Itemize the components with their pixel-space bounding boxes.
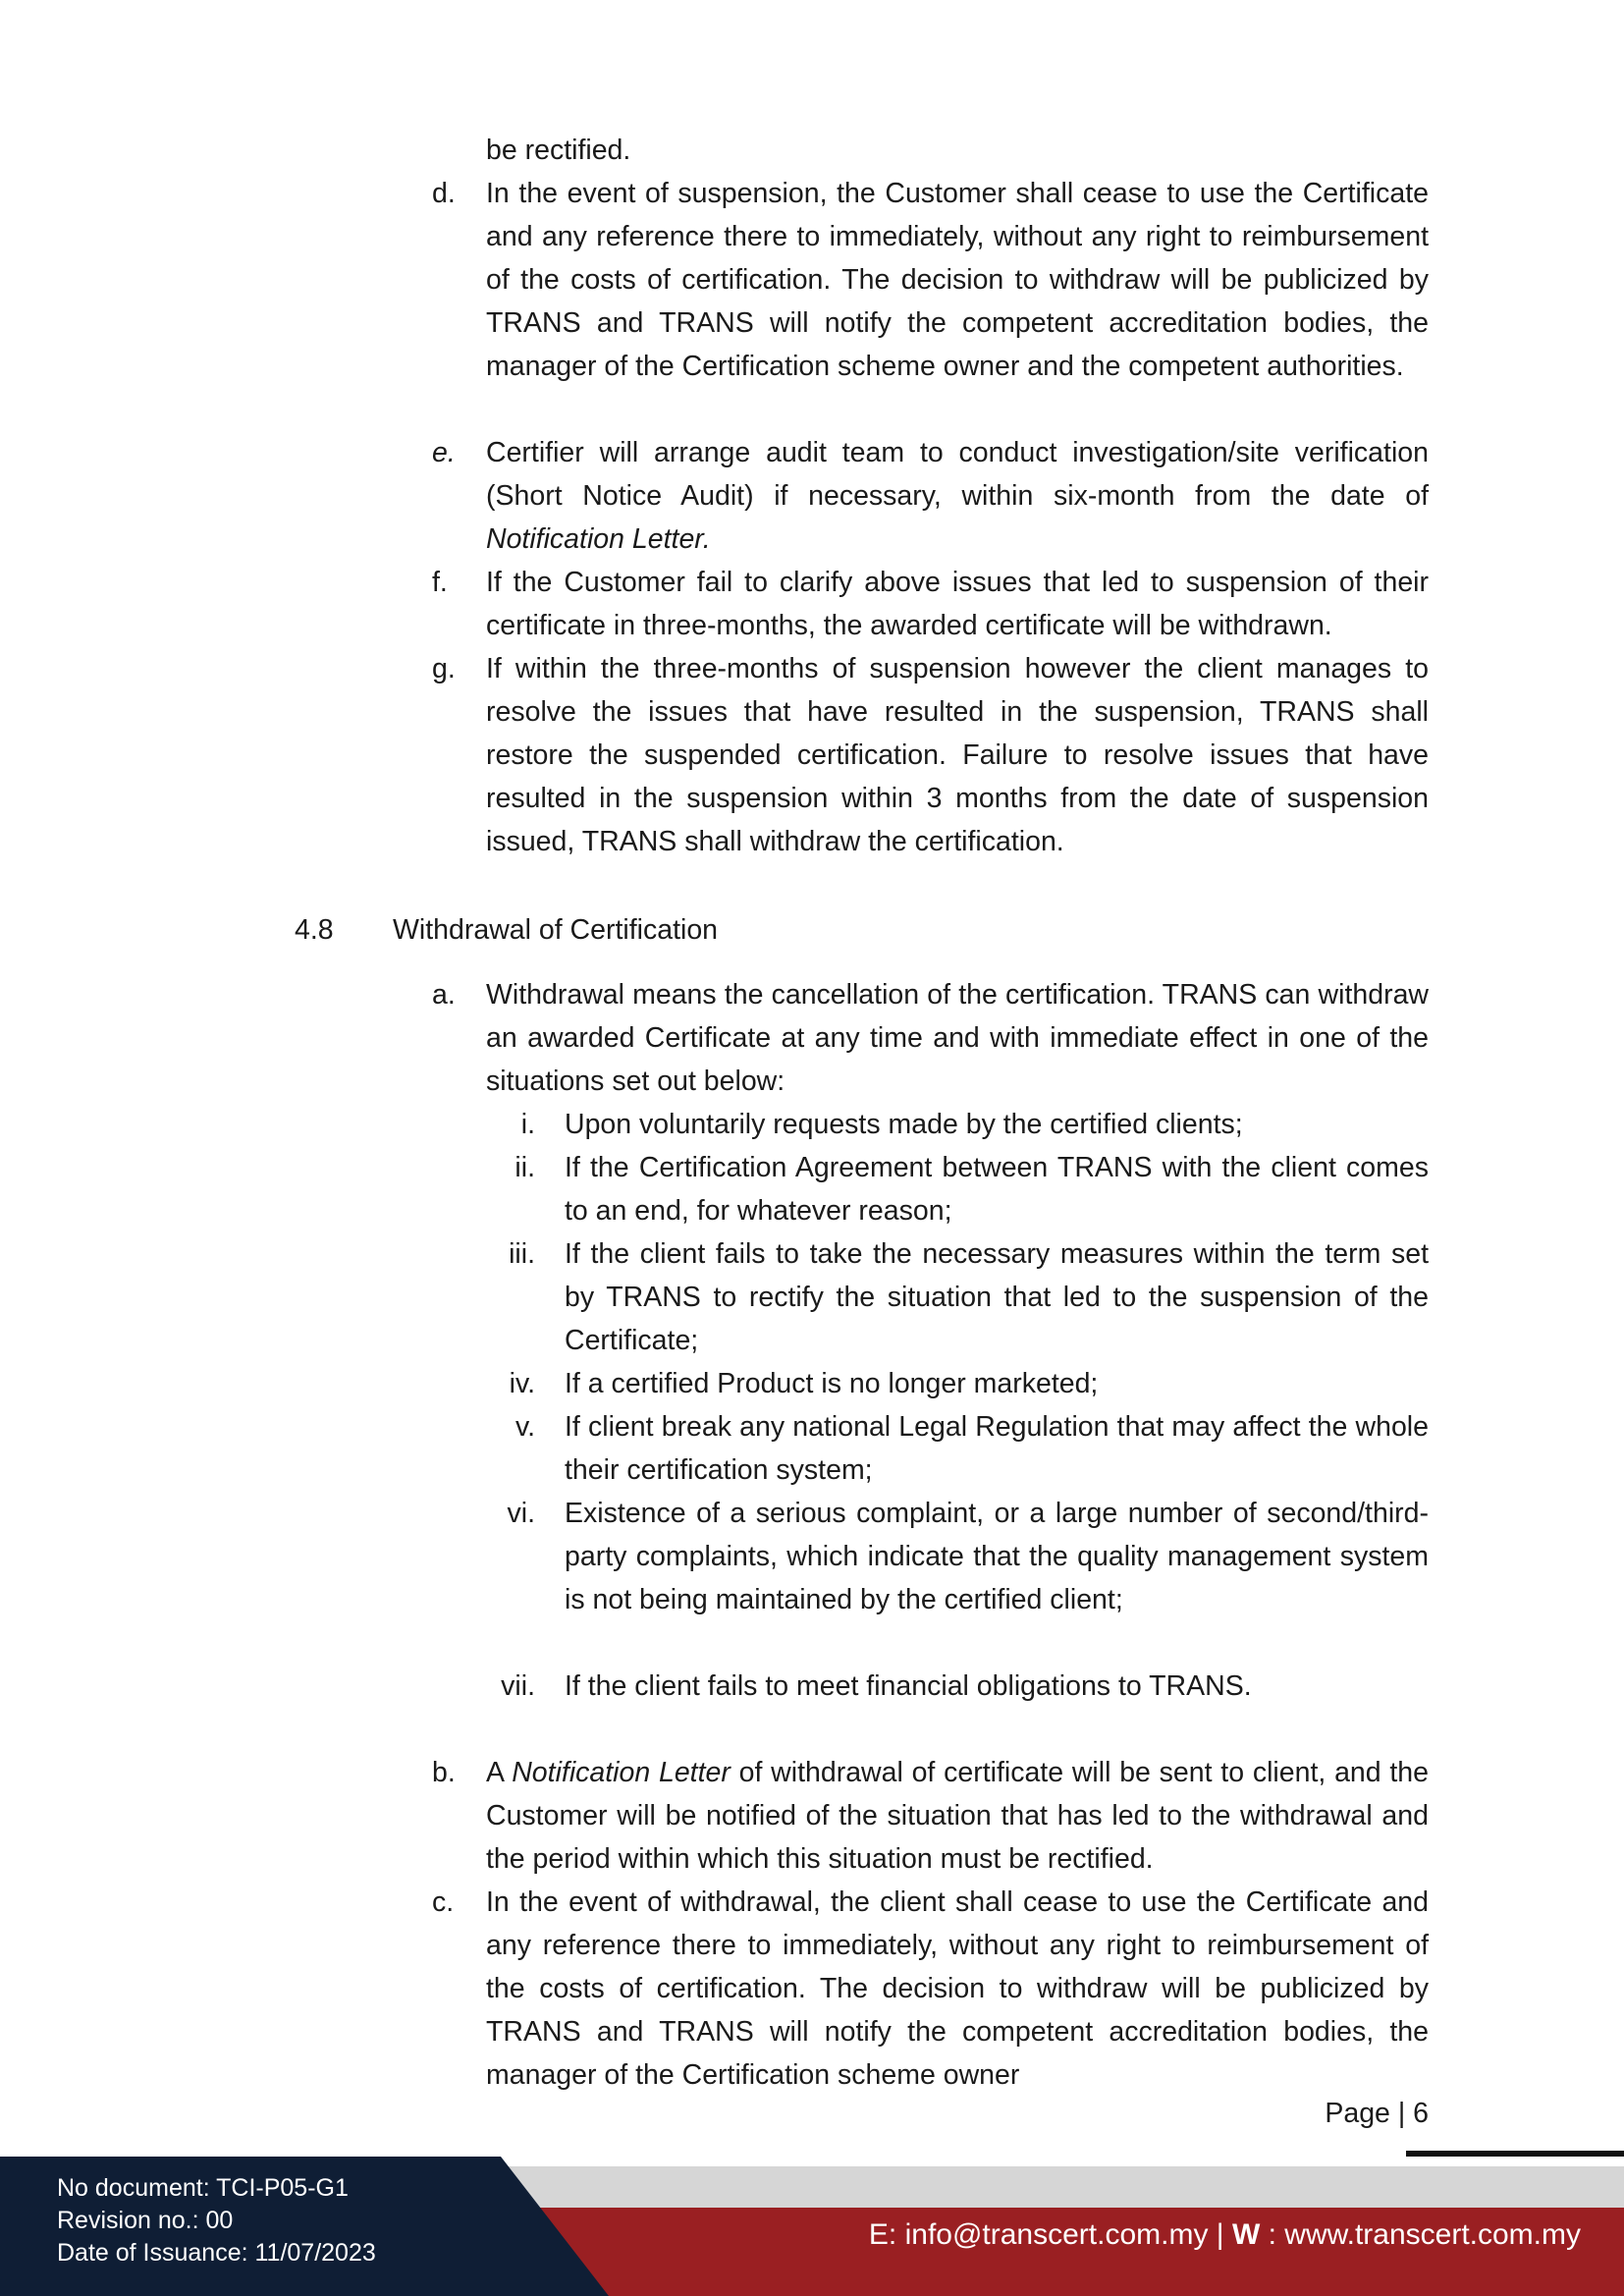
sub-label: ii. <box>514 1152 535 1183</box>
web-separator: : <box>1260 2218 1285 2251</box>
sub-label: iii. <box>509 1238 535 1270</box>
website-link[interactable]: www.transcert.com.my <box>1284 2218 1581 2251</box>
web-label: W <box>1231 2218 1261 2251</box>
list-text-plain: A <box>486 1757 513 1788</box>
list-text: If the Customer fail to clarify above issues that led to suspension of their certificate in three-months, the awarded certificate will be withdrawn. <box>486 567 1429 641</box>
sub-text: Existence of a serious complaint, or a large number of second/third-party complaints, which indicate that the quality management system is not being maintained by the certified client; <box>565 1498 1429 1615</box>
continued-text: be rectified. <box>486 135 631 166</box>
list-text: In the event of withdrawal, the client shall cease to use the Certificate and any reference there to immediately, without any right to reimbursement of the costs of certification. The decision to withdraw will be publicized by TRANS and TRANS will notify the competent accreditation bodies, the manager of the Certification scheme owner <box>486 1886 1429 2091</box>
sub-label: iv. <box>509 1368 535 1399</box>
list-label: e. <box>432 437 456 468</box>
list-text <box>486 431 1429 561</box>
email-link[interactable]: info@transcert.com.my <box>904 2218 1209 2251</box>
contact-separator: | <box>1208 2218 1232 2251</box>
list-label: b. <box>432 1757 456 1788</box>
sub-text: If the client fails to meet financial obligations to TRANS. <box>565 1670 1252 1702</box>
list-text <box>486 1751 1429 1881</box>
footer-rule <box>1406 2151 1624 2157</box>
list-text: Withdrawal means the cancellation of the certification. TRANS can withdraw an awarded Certificate at any time and with immediate effect in one of the situations set out below: <box>486 979 1429 1097</box>
list-label: a. <box>432 979 456 1011</box>
list-text-plain: of withdrawal of certificate will be sent to client, and the Customer will be notified of the situation that has led to the withdrawal and the period within which this situation must be rectified. <box>486 1757 1430 1875</box>
list-text: In the event of suspension, the Customer shall cease to use the Certificate and any reference there to immediately, without any right to reimbursement of the costs of certification. The decision to withdraw will be publicized by TRANS and TRANS will notify the competent accreditation bodies, the manager of the Certification scheme owner and the competent authorities. <box>486 178 1429 382</box>
section-number: 4.8 <box>295 914 334 946</box>
issuance-date: Date of Issuance: 11/07/2023 <box>57 2239 376 2267</box>
revision-number: Revision no.: 00 <box>57 2207 234 2234</box>
sub-label: vi. <box>507 1498 535 1529</box>
sub-label: vii. <box>501 1670 535 1702</box>
list-label: g. <box>432 653 456 684</box>
sub-text: Upon voluntarily requests made by the certified clients; <box>565 1109 1243 1140</box>
document-info <box>57 2172 376 2269</box>
email-label: E: <box>868 2218 905 2251</box>
page-number: Page | 6 <box>1325 2098 1429 2129</box>
sub-label: i. <box>520 1109 535 1140</box>
list-text-plain: Certifier will arrange audit team to conduct investigation/site verification (Short Notice Audit) if necessary, within six-month from the date of <box>486 437 1429 512</box>
footer-contact <box>869 2215 1581 2255</box>
sub-label: v. <box>514 1411 535 1443</box>
sub-text: If the client fails to take the necessary measures within the term set by TRANS to rectify the situation that led to the suspension of the Certificate; <box>565 1238 1429 1356</box>
section-title: Withdrawal of Certification <box>393 914 719 946</box>
notification-letter-emphasis: Notification Letter <box>512 1757 731 1788</box>
sub-text: If client break any national Legal Regulation that may affect the whole their certification system; <box>565 1411 1429 1486</box>
list-label: f. <box>432 567 448 598</box>
document-number: No document: TCI-P05-G1 <box>57 2174 349 2202</box>
sub-text: If the Certification Agreement between TRANS with the client comes to an end, for whatever reason; <box>565 1152 1429 1227</box>
list-label: c. <box>432 1886 455 1918</box>
list-text: If within the three-months of suspension however the client manages to resolve the issues that have resulted in the suspension, TRANS shall restore the suspended certification. Failure to resolve issues that have resulted in the suspension within 3 months from the date of suspension issued, TRANS shall withdraw the certification. <box>486 653 1429 857</box>
notification-letter-emphasis: Notification Letter. <box>486 523 711 555</box>
sub-text: If a certified Product is no longer marketed; <box>565 1368 1099 1399</box>
list-label: d. <box>432 178 456 209</box>
